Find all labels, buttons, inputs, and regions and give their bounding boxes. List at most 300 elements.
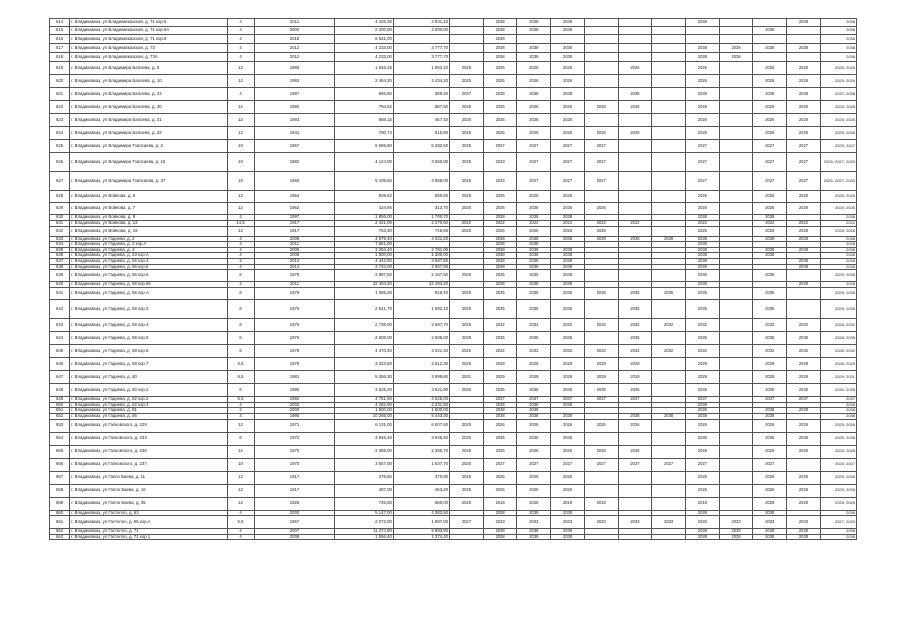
year-cell: 1982 — [254, 153, 335, 172]
work-year-cell: 2026 — [483, 114, 517, 127]
work-year-cell: 2026 — [686, 471, 720, 484]
floors-cell: 12 — [227, 203, 254, 215]
work-year-cell: 2035 — [551, 288, 585, 300]
work-year-cell — [618, 19, 652, 27]
work-year-cell — [584, 19, 618, 27]
living-area-cell: 6 007,60 — [393, 419, 449, 432]
work-year-cell: 2026 — [584, 101, 618, 114]
work-year-cell — [652, 371, 686, 384]
work-year-cell: 2026 — [787, 127, 821, 140]
total-area-cell: 725,60 — [335, 497, 393, 510]
year-cell: 1978 — [254, 345, 335, 358]
work-year-cell — [517, 35, 551, 44]
living-area-cell: 1 500,00 — [393, 408, 449, 414]
address-cell: г. Владикавказ, ул Владимира Тхапсаева, д. 2 — [70, 140, 227, 153]
final-year-cell: 2038 — [820, 529, 856, 535]
address-cell: г. Владикавказ, ул Владикавказская, д. 73А — [70, 53, 227, 62]
year-cell: 2008 — [254, 253, 335, 259]
work-year-cell: 2026 — [686, 484, 720, 497]
work-year-cell: 2038 — [483, 282, 517, 288]
work-year-cell — [584, 534, 618, 540]
work-year-cell — [753, 35, 787, 44]
work-year-cell: 2025 — [450, 203, 484, 215]
work-year-cell: 2026 — [551, 114, 585, 127]
work-year-cell: 2026 — [551, 62, 585, 75]
floors-cell: 12 — [227, 484, 254, 497]
work-year-cell: 2029 — [787, 358, 821, 371]
work-year-cell: 2036 — [686, 432, 720, 445]
work-year-cell — [652, 432, 686, 445]
living-area-cell: 687,50 — [393, 101, 449, 114]
work-year-cell — [686, 35, 720, 44]
work-year-cell: 2029 — [483, 358, 517, 371]
work-year-cell — [787, 27, 821, 35]
table-row — [50, 432, 857, 445]
work-year-cell: 2022 — [483, 220, 517, 226]
living-area-cell: 1 300,00 — [393, 253, 449, 259]
final-year-cell: 2038 — [820, 534, 856, 540]
floors-cell: 4 — [227, 88, 254, 101]
total-area-cell: 4 470,40 — [335, 345, 393, 358]
row-number: 617 — [50, 44, 70, 53]
table-row — [50, 88, 857, 101]
work-year-cell — [584, 53, 618, 62]
work-year-cell: 2026 — [483, 62, 517, 75]
address-cell: г. Владикавказ, ул Гадиева, д. 56 кор.А — [70, 288, 227, 300]
work-year-cell: 2035 — [686, 288, 720, 300]
table-row — [50, 358, 857, 371]
row-number: 658 — [50, 484, 70, 497]
year-cell: 1993 — [254, 114, 335, 127]
final-year-cell: 2038 — [820, 258, 856, 264]
work-year-cell: 2026 — [551, 445, 585, 458]
floors-cell: 6 — [227, 332, 254, 345]
work-year-cell: 2026 — [686, 445, 720, 458]
living-area-cell: 42 494,20 — [393, 282, 449, 288]
work-year-cell: 2038 — [551, 88, 585, 101]
year-cell: 1979 — [254, 288, 335, 300]
final-year-cell: 2025; 2027; 2033 — [820, 153, 856, 172]
floors-cell: 2 — [227, 282, 254, 288]
work-year-cell: 2033 — [584, 516, 618, 529]
total-area-cell: 1 085,20 — [335, 288, 393, 300]
work-year-cell: 2038 — [753, 44, 787, 53]
table-row — [50, 288, 857, 300]
table-row — [50, 332, 857, 345]
work-year-cell — [686, 27, 720, 35]
living-area-cell: 3 945,40 — [393, 432, 449, 445]
work-year-cell: 2035 — [584, 384, 618, 397]
work-year-cell: 2037 — [551, 397, 585, 403]
final-year-cell: 2025; 2036 — [820, 432, 856, 445]
work-year-cell: 2029 — [450, 270, 484, 282]
work-year-cell: 2026 — [686, 419, 720, 432]
table-row — [50, 484, 857, 497]
work-year-cell: 2026 — [753, 75, 787, 88]
work-year-cell: 2038 — [551, 247, 585, 253]
work-year-cell: 2032 — [652, 345, 686, 358]
table-row — [50, 75, 857, 88]
work-year-cell — [450, 534, 484, 540]
work-year-cell: 2027 — [753, 458, 787, 471]
floors-cell: 12 — [227, 191, 254, 203]
row-number: 648 — [50, 384, 70, 397]
work-year-cell: 2038 — [517, 282, 551, 288]
final-year-cell: 2029; 2031 — [820, 371, 856, 384]
total-area-cell: 2 200,00 — [335, 27, 393, 35]
work-year-cell: 2026 — [787, 75, 821, 88]
work-year-cell: 2037 — [618, 397, 652, 403]
work-year-cell: 2026 — [787, 101, 821, 114]
work-year-cell: 2035 — [483, 270, 517, 282]
floors-cell: 12 — [227, 471, 254, 484]
total-area-cell: 658,15 — [335, 114, 393, 127]
living-area-cell: 4 021,20 — [393, 236, 449, 242]
work-year-cell: 2038 — [753, 529, 787, 535]
work-year-cell: 2038 — [517, 247, 551, 253]
work-year-cell: 2026 — [517, 114, 551, 127]
floors-cell: 4 — [227, 242, 254, 248]
living-area-cell: 2 434,20 — [393, 75, 449, 88]
work-year-cell: 2027 — [753, 172, 787, 191]
work-year-cell — [618, 44, 652, 53]
address-cell: г. Владикавказ, ул Гадиева, д. 3 — [70, 247, 227, 253]
living-area-cell: 463,20 — [393, 484, 449, 497]
year-cell: 1979 — [254, 270, 335, 282]
work-year-cell — [787, 270, 821, 282]
year-cell: 1992 — [254, 75, 335, 88]
work-year-cell — [584, 88, 618, 101]
year-cell: 2012 — [254, 264, 335, 270]
work-year-cell: 2032 — [517, 345, 551, 358]
row-number: 635 — [50, 247, 70, 253]
work-year-cell: 2038 — [517, 27, 551, 35]
total-area-cell: 2 072,00 — [335, 516, 393, 529]
work-year-cell: 2026 — [686, 114, 720, 127]
living-area-cell: 3 650,00 — [393, 153, 449, 172]
work-year-cell: 2035 — [753, 332, 787, 345]
work-year-cell: 2038 — [551, 53, 585, 62]
total-area-cell: 1 556,40 — [335, 534, 393, 540]
row-number: 640 — [50, 282, 70, 288]
work-year-cell: 2032 — [753, 345, 787, 358]
work-year-cell — [787, 35, 821, 44]
final-year-cell: 2025; 2027 — [820, 140, 856, 153]
floors-cell: 4 — [227, 44, 254, 53]
floors-cell: 10 — [227, 140, 254, 153]
address-cell: г. Владикавказ, ул Гаппо Баева, д. 11 — [70, 471, 227, 484]
row-number: 641 — [50, 288, 70, 300]
row-number: 657 — [50, 471, 70, 484]
work-year-cell: 2037 — [483, 397, 517, 403]
living-area-cell: 370,90 — [393, 471, 449, 484]
year-cell: 2000 — [254, 27, 335, 35]
total-area-cell: 1 646,25 — [335, 62, 393, 75]
work-year-cell: 2026 — [787, 203, 821, 215]
work-year-cell: 2032 — [551, 319, 585, 332]
row-number: 634 — [50, 242, 70, 248]
year-cell: 1992 — [254, 397, 335, 403]
address-cell: г. Владикавказ, ул Гадиева, д. 56 кор.65 — [70, 282, 227, 288]
work-year-cell: 2025 — [450, 127, 484, 140]
floors-cell: 6 — [227, 300, 254, 319]
work-year-cell: 2029 — [584, 358, 618, 371]
row-number: 639 — [50, 270, 70, 282]
work-year-cell — [652, 534, 686, 540]
final-year-cell: 2025; 2026 — [820, 114, 856, 127]
final-year-cell: 2038 — [820, 413, 856, 419]
row-number: 632 — [50, 226, 70, 236]
work-year-cell: 2026 — [483, 101, 517, 114]
work-year-cell: 2032 — [483, 345, 517, 358]
work-year-cell — [618, 27, 652, 35]
floors-cell: 6 — [227, 384, 254, 397]
work-year-cell: 2038 — [686, 88, 720, 101]
work-year-cell: 2038 — [686, 44, 720, 53]
row-number: 652 — [50, 413, 70, 419]
living-area-cell: 2 000,00 — [393, 27, 449, 35]
year-cell: 1954 — [254, 191, 335, 203]
address-cell: г. Владикавказ, ул Владимира Балоева, д. 33 — [70, 127, 227, 140]
work-year-cell: 2033 — [652, 516, 686, 529]
work-year-cell: 2018 — [584, 497, 618, 510]
total-area-cell: 5 531,00 — [335, 35, 393, 44]
work-year-cell: 2035 — [652, 288, 686, 300]
floors-cell: 4 — [227, 534, 254, 540]
work-year-cell: 2027 — [584, 140, 618, 153]
total-area-cell: 42 494,20 — [335, 282, 393, 288]
total-area-cell: 4 751,50 — [335, 397, 393, 403]
work-year-cell: 2026 — [551, 471, 585, 484]
work-year-cell: 2026 — [483, 419, 517, 432]
work-year-cell: 2033 — [753, 516, 787, 529]
work-year-cell: 2027 — [517, 153, 551, 172]
address-cell: г. Владикавказ, ул Галковского, д. 233 — [70, 432, 227, 445]
work-year-cell: 2026 — [517, 445, 551, 458]
living-area-cell: 2 781,90 — [393, 247, 449, 253]
work-year-cell — [618, 497, 652, 510]
table-row — [50, 114, 857, 127]
work-year-cell: 2027 — [551, 153, 585, 172]
row-number: 663 — [50, 534, 70, 540]
row-number: 656 — [50, 458, 70, 471]
work-year-cell: 2026 — [551, 191, 585, 203]
work-year-cell: 2038 — [551, 258, 585, 264]
work-year-cell: 2026 — [551, 203, 585, 215]
work-year-cell: 2035 — [517, 270, 551, 282]
row-number: 645 — [50, 345, 70, 358]
table-row — [50, 497, 857, 510]
work-year-cell — [652, 127, 686, 140]
work-year-cell: 2032 — [517, 319, 551, 332]
work-year-cell: 2032 — [753, 319, 787, 332]
year-cell: 1967 — [254, 140, 335, 153]
work-year-cell: 2038 — [686, 534, 720, 540]
work-year-cell: 2026 — [517, 191, 551, 203]
row-number: 631 — [50, 220, 70, 226]
work-year-cell: 2038 — [686, 282, 720, 288]
address-cell: г. Владикавказ, ул Гадиева, д. 56 кор.4 — [70, 258, 227, 264]
work-year-cell: 2025 — [450, 114, 484, 127]
work-year-cell: 2025 — [450, 191, 484, 203]
final-year-cell: 2038 — [820, 247, 856, 253]
work-year-cell: 2032 — [686, 319, 720, 332]
year-cell: 2012 — [254, 44, 335, 53]
year-cell: 1967 — [254, 516, 335, 529]
work-year-cell — [584, 432, 618, 445]
final-year-cell: 2038 — [820, 215, 856, 221]
work-year-cell: 2038 — [686, 408, 720, 414]
total-area-cell: 2 464,20 — [335, 75, 393, 88]
living-area-cell: 2 697,70 — [393, 319, 449, 332]
year-cell: 1970 — [254, 458, 335, 471]
year-cell: 1995 — [254, 413, 335, 419]
final-year-cell: 2025; 2026 — [820, 203, 856, 215]
work-year-cell: 2026 — [551, 127, 585, 140]
total-area-cell: 3 284,40 — [335, 247, 393, 253]
floors-cell: 4 — [227, 27, 254, 35]
work-year-cell — [450, 19, 484, 27]
work-year-cell — [652, 445, 686, 458]
work-year-cell: 2038 — [618, 236, 652, 242]
work-year-cell: 2027 — [618, 458, 652, 471]
address-cell: г. Владикавказ, ул Гапло Баева, д. 35 — [70, 497, 227, 510]
year-cell: 2007 — [254, 529, 335, 535]
living-area-cell: 599,60 — [393, 191, 449, 203]
address-cell: г. Владикавказ, ул Владимира Балоева, д. 10 — [70, 75, 227, 88]
living-area-cell: 313,70 — [393, 203, 449, 215]
work-year-cell: 2027 — [686, 172, 720, 191]
address-cell: г. Владикавказ, ул Владимира Балоева, д. 30 — [70, 101, 227, 114]
work-year-cell: 2038 — [787, 19, 821, 27]
year-cell: 1917 — [254, 226, 335, 236]
year-cell: 1990 — [254, 62, 335, 75]
work-year-cell: 2038 — [551, 253, 585, 259]
total-area-cell: 566,80 — [335, 88, 393, 101]
work-year-cell — [719, 127, 753, 140]
work-year-cell: 2035 — [517, 288, 551, 300]
work-year-cell — [787, 53, 821, 62]
table-row — [50, 140, 857, 153]
year-cell: 1962 — [254, 203, 335, 215]
year-cell: 1981 — [254, 371, 335, 384]
floors-cell: 12 — [227, 62, 254, 75]
work-year-cell — [652, 484, 686, 497]
floors-cell: 6 — [227, 319, 254, 332]
work-year-cell: 2022 — [618, 220, 652, 226]
floors-cell: 4 — [227, 236, 254, 242]
work-year-cell: 2026 — [686, 226, 720, 236]
work-year-cell: 2025 — [450, 140, 484, 153]
work-year-cell: 2038 — [753, 413, 787, 419]
work-year-cell: 2027 — [551, 172, 585, 191]
total-area-cell: 487,00 — [335, 484, 393, 497]
total-area-cell: 1 500,00 — [335, 253, 393, 259]
work-year-cell: 2026 — [753, 114, 787, 127]
final-year-cell: 2025; 2026 — [820, 191, 856, 203]
work-year-cell — [652, 27, 686, 35]
work-year-cell: 2038 — [517, 44, 551, 53]
work-year-cell: 2035 — [517, 300, 551, 319]
work-year-cell: 2027 — [686, 140, 720, 153]
work-year-cell: 2035 — [753, 270, 787, 282]
floors-cell: 4 — [227, 19, 254, 27]
work-year-cell: 2033 — [787, 516, 821, 529]
work-year-cell: 2018 — [686, 497, 720, 510]
work-year-cell: 2035 — [686, 384, 720, 397]
work-year-cell — [719, 358, 753, 371]
floors-cell: 12 — [227, 445, 254, 458]
living-area-cell: 2 355,70 — [393, 445, 449, 458]
work-year-cell: 2035 — [618, 288, 652, 300]
work-year-cell — [618, 75, 652, 88]
final-year-cell: 2025; 2026 — [820, 484, 856, 497]
registry-body — [50, 19, 857, 540]
living-area-cell: 2 508,00 — [393, 332, 449, 345]
floors-cell: 2 — [227, 408, 254, 414]
work-year-cell: 2031 — [450, 371, 484, 384]
work-year-cell: 2026 — [483, 445, 517, 458]
floors-cell: 4 — [227, 402, 254, 408]
work-year-cell: 2038 — [517, 253, 551, 259]
total-area-cell: 750,74 — [335, 127, 393, 140]
work-year-cell — [719, 172, 753, 191]
work-year-cell: 2027 — [753, 153, 787, 172]
year-cell: 1960 — [254, 172, 335, 191]
work-year-cell: 2038 — [551, 215, 585, 221]
work-year-cell: 2038 — [483, 413, 517, 419]
total-area-cell: 6 596,90 — [335, 140, 393, 153]
floors-cell: 4 — [227, 510, 254, 516]
total-area-cell: 4 233,00 — [335, 53, 393, 62]
work-year-cell: 2026 — [483, 127, 517, 140]
work-year-cell: 2026 — [584, 445, 618, 458]
work-year-cell — [584, 75, 618, 88]
address-cell: г. Владикавказ, ул Гадиева, д. 58 кор.6 — [70, 345, 227, 358]
work-year-cell: 2026 — [517, 62, 551, 75]
final-year-cell: 2038 — [820, 19, 856, 27]
work-year-cell: 2033 — [483, 153, 517, 172]
work-year-cell: 2026 — [753, 471, 787, 484]
work-year-cell: 2038 — [686, 258, 720, 264]
year-cell: 2002 — [254, 402, 335, 408]
work-year-cell: 2038 — [517, 402, 551, 408]
total-area-cell: 376,50 — [335, 471, 393, 484]
work-year-cell — [719, 88, 753, 101]
work-year-cell: 2026 — [753, 62, 787, 75]
year-cell: 2011 — [254, 282, 335, 288]
work-year-cell — [450, 44, 484, 53]
work-year-cell: 2025 — [450, 432, 484, 445]
work-year-cell — [618, 432, 652, 445]
table-row — [50, 101, 857, 114]
work-year-cell — [584, 62, 618, 75]
address-cell: г. Владикавказ, ул Гастелло, д. 71 кор.1 — [70, 534, 227, 540]
work-year-cell — [719, 270, 753, 282]
final-year-cell: 2025; 2026 — [820, 226, 856, 236]
floors-cell: 4 — [227, 529, 254, 535]
row-number: 646 — [50, 358, 70, 371]
year-cell: 2018 — [254, 35, 335, 44]
work-year-cell: 2026 — [787, 62, 821, 75]
work-year-cell — [652, 191, 686, 203]
work-year-cell: 2027 — [517, 172, 551, 191]
row-number: 621 — [50, 88, 70, 101]
address-cell: г. Владикавказ, ул Войнова, д. 8 — [70, 215, 227, 221]
floors-cell: 6,5 — [227, 358, 254, 371]
total-area-cell: 3 625,20 — [335, 384, 393, 397]
work-year-cell: 2038 — [483, 529, 517, 535]
